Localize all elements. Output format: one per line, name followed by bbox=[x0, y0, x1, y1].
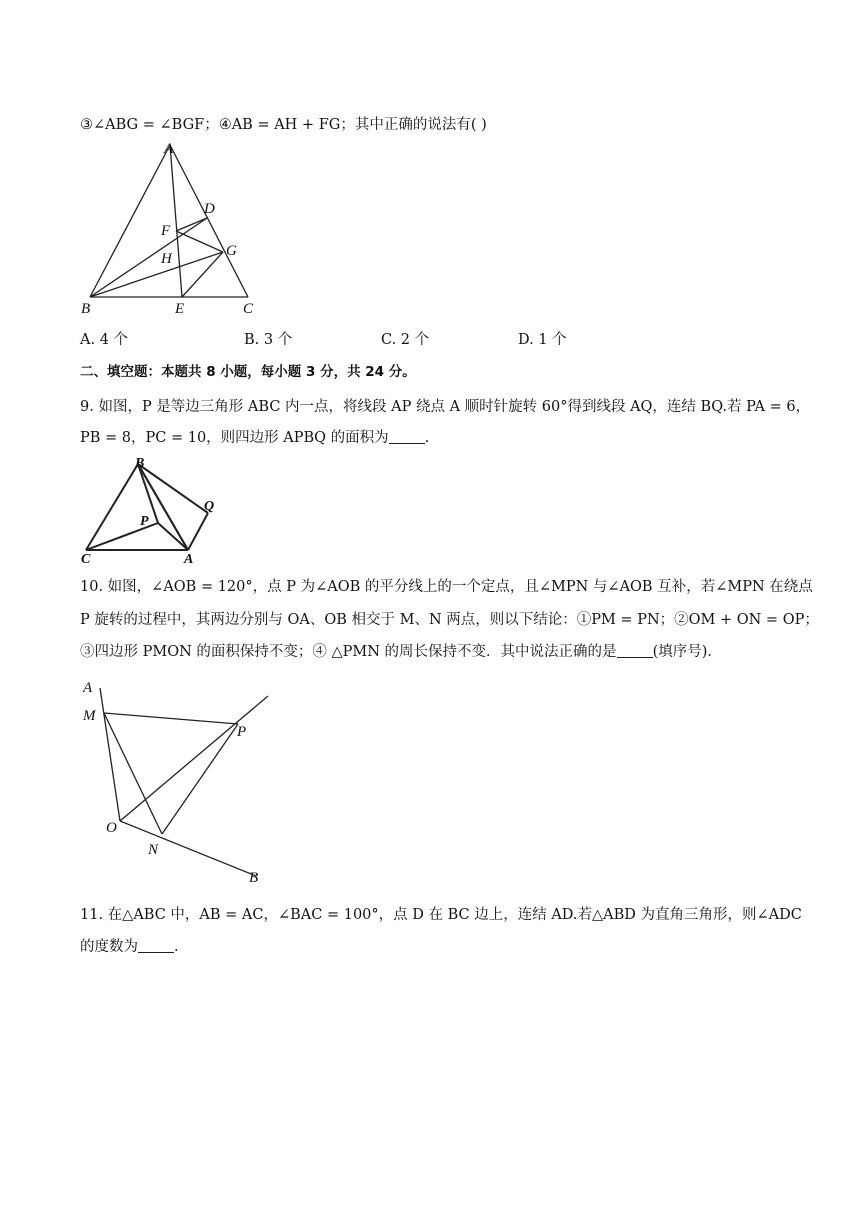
q10-label-a: A bbox=[83, 680, 93, 696]
q8-option-b: B. 3 个 bbox=[244, 332, 293, 348]
q8-label-c: C bbox=[243, 301, 254, 317]
q8-tail-text: ③∠ABG = ∠BGF；④AB = AH + FG；其中正确的说法有( ) bbox=[80, 117, 487, 133]
q9-figure bbox=[78, 455, 228, 570]
q11-answer-blank bbox=[138, 938, 174, 953]
q11-line1: 11. 在△ABC 中，AB = AC，∠BAC = 100°，点 D 在 BC 边上，连结 AD.若△ABD 为直角三角形，则∠ADC bbox=[80, 907, 802, 923]
q10-line2: P 旋转的过程中，其两边分别与 OA、OB 相交于 M、N 两点，则以下结论：①PM = PN；②OM + ON = OP； bbox=[80, 612, 819, 628]
q10-label-b: B bbox=[249, 870, 259, 886]
q8-label-h: H bbox=[161, 251, 172, 267]
q10-line3-text: ③四边形 PMON 的面积保持不变；④ △PMN 的周长保持不变．其中说法正确的是 bbox=[80, 644, 617, 660]
q9-answer-blank bbox=[389, 429, 425, 444]
q11-end: . bbox=[174, 939, 179, 955]
q8-option-d: D. 1 个 bbox=[518, 332, 567, 348]
q10-answer-blank bbox=[617, 643, 653, 658]
q8-label-g: G bbox=[226, 243, 237, 259]
q10-figure bbox=[80, 676, 280, 886]
q10-line3-end: (填序号)． bbox=[652, 644, 722, 660]
q10-label-p: P bbox=[237, 724, 247, 740]
q9-label-c: C bbox=[81, 552, 91, 567]
q9-label-b: B bbox=[135, 456, 145, 471]
q10-line1: 10. 如图，∠AOB = 120°，点 P 为∠AOB 的平分线上的一个定点，且∠MPN 与∠AOB 互补，若∠MPN 在绕点 bbox=[80, 579, 813, 595]
q10-label-n: N bbox=[148, 842, 159, 858]
q11-line2 bbox=[80, 935, 179, 956]
q10-line3 bbox=[80, 640, 722, 661]
q8-label-f: F bbox=[161, 223, 171, 239]
q10-label-m: M bbox=[83, 708, 96, 724]
q9-label-p: P bbox=[140, 514, 149, 529]
q9-line1: 9. 如图，P 是等边三角形 ABC 内一点，将线段 AP 绕点 A 顺时针旋转 60°得到线段 AQ，连结 BQ.若 PA = 6， bbox=[80, 399, 811, 415]
q8-option-a: A. 4 个 bbox=[80, 332, 129, 348]
q8-label-a: A bbox=[164, 141, 174, 157]
q8-label-d: D bbox=[204, 201, 215, 217]
section-heading: 二、填空题：本题共 8 小题，每小题 3 分，共 24 分。 bbox=[80, 364, 416, 380]
q8-label-e: E bbox=[175, 301, 185, 317]
q8-option-c: C. 2 个 bbox=[381, 332, 430, 348]
q9-label-a: A bbox=[184, 552, 194, 567]
q9-line2 bbox=[80, 426, 429, 447]
q9-label-q: Q bbox=[204, 499, 215, 514]
q9-end: . bbox=[424, 430, 430, 446]
q9-line2-text: PB = 8，PC = 10，则四边形 APBQ 的面积为 bbox=[80, 430, 389, 446]
q8-figure bbox=[75, 135, 275, 320]
q8-label-b: B bbox=[81, 301, 91, 317]
q10-label-o: O bbox=[106, 820, 117, 836]
q11-line2-text: 的度数为 bbox=[80, 939, 138, 955]
